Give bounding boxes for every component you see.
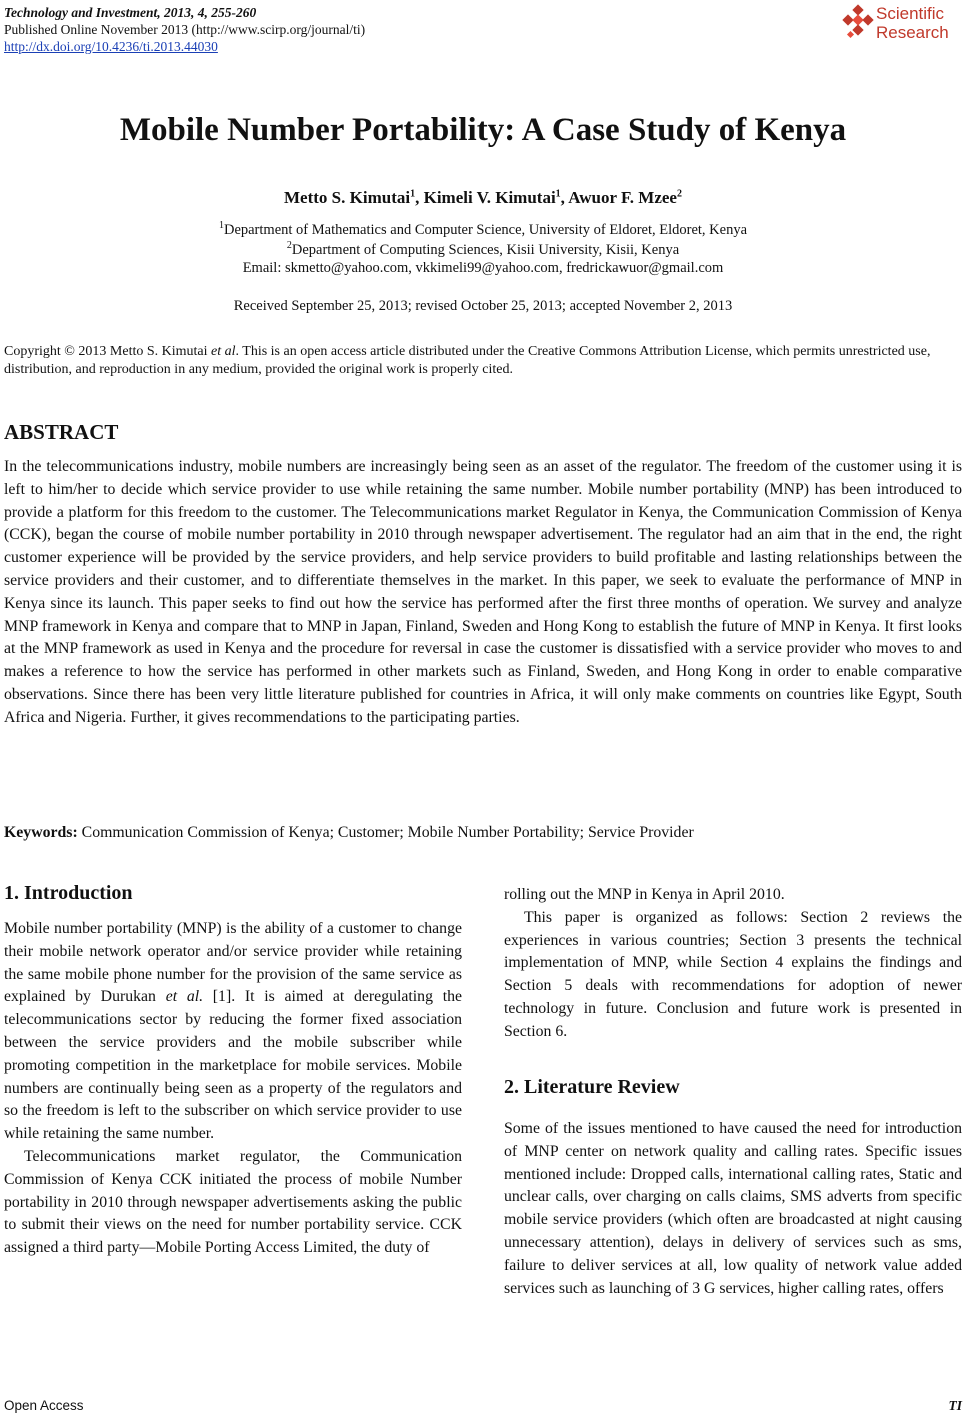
email-line: Email: skmetto@yahoo.com, vkkimeli99@yahoo.com, fredrickawuor@gmail.com xyxy=(242,260,724,276)
keywords: Keywords: Communication Commission of Kenya; Customer; Mobile Number Portability; Service Provider xyxy=(4,824,694,841)
publisher-logo xyxy=(840,4,960,44)
logo-mark-icon xyxy=(840,4,874,42)
journal-abbrev: TI xyxy=(948,1398,962,1413)
intro-paragraph-3: rolling out the MNP in Kenya in April 2010. xyxy=(504,886,785,903)
copyright-notice: Copyright © 2013 Metto S. Kimutai et al. This is an open access article distributed under the Creative Commons Attribution License, which permits unrestricted use, distribution, and reproduction in any medium, provided the original work is properly cited. xyxy=(4,344,931,377)
journal-header xyxy=(4,4,365,55)
section-2-heading: 2. Literature Review xyxy=(504,1076,680,1098)
page-footer xyxy=(4,1398,962,1414)
doi-link[interactable]: http://dx.doi.org/10.4236/ti.2013.44030 xyxy=(4,39,218,54)
intro-paragraph-1: Mobile number portability (MNP) is the ability of a customer to change their mobile network operator and/or service provider while retaining the same mobile phone number for the provision of the same service as explained by Durukan et al. [1]. It is aimed at deregulating the telecommunications sector by reducing the former fixed association between the service providers and the mobile subscriber while promoting competition in the marketplace for mobile services. Mobile numbers are continually being seen as a property of the regulators and so the freedom is left to the subscriber on which service provider to use while retaining the same number. xyxy=(4,920,463,1143)
author-list: Metto S. Kimutai$^1$, Kimeli V. Kimutai$^1$, Awuor F. Mzee$^2$ xyxy=(284,188,682,207)
logo-text: Scientific Research xyxy=(876,4,949,42)
literature-paragraph-1: Some of the issues mentioned to have caused the need for introduction of MNP center on network quality and calling rates. Specific issues mentioned include: Dropped calls, international calling rates, Static and unclear calls, over charging on calls claims, SMS adverts from specific mobile service providers (which often are broadcasted at night causing unnecessary attention), delays in delivery of services such as sms, failure to deliver services at all, low quality of network value added services such as launching of 3 G services, higher calling rates, offers xyxy=(504,1120,962,1297)
published-line: Published Online November 2013 (http://www.scirp.org/journal/ti) xyxy=(4,22,366,37)
intro-paragraph-2: Telecommunications market regulator, the Communication Commission of Kenya CCK initiated the process of mobile Number portability in 2010 through newspaper advertisements asking the public to submit their views on the need for number portability service. CCK assigned a third party—Mobile Porting Access Limited, the duty of xyxy=(4,1147,462,1257)
intro-paragraph-4: This paper is organized as follows: Section 2 reviews the experiences in various countries; Section 3 presents the technical implementation of MNP, while Section 4 explains the findings and Section 5 deals with recommendations for adoption of newer technology in future. Conclusion and future work is presented in Section 6. xyxy=(504,908,962,1040)
journal-name: Technology and Investment xyxy=(4,5,158,20)
paper-title: Mobile Number Portability: A Case Study of Kenya xyxy=(119,112,847,148)
received-dates: Received September 25, 2013; revised October 25, 2013; accepted November 2, 2013 xyxy=(233,298,733,314)
open-access-label: Open Access xyxy=(4,1398,84,1413)
abstract-text: In the telecommunications industry, mobile numbers are increasingly being seen as an asset of the regulator. The freedom of the customer using it is left to him/her to decide which service provider to use while retaining the same number. Mobile number portability (MNP) has been introduced to provide a platform for this freedom to the customer. The Telecommunications market Regulator in Kenya, the Communication Commission of Kenya (CCK), began the course of mobile number portability in 2010 through newspaper advertisement. The regulator had an aim that in the end, the right customer experience will be provided by the service providers, and help service providers to build profitable and lasting relationships between the service providers and their customer, and to differentiate themselves in the market. In this paper, we seek to evaluate the performance of MNP in Kenya since its launch. This paper seeks to find out how the service has performed after the first three months of operation. We survey and analyze MNP framework in Kenya and compare that to MNP in Japan, Finland, Sweden and Hong Kong to establish the future of MNP in Kenya. It first looks at the MNP framework as used in Kenya and the procedure for reversal in case the customer is dissatisfied with a service provider who moves to and makes a reference to how the service has performed in other markets such as Finland, Sweden, and Hong Kong in order to enable comparative observations. Since there has been very little literature published for countries in Africa, it will only make comments on countries like Egypt, South Africa and Nigeria. Further, it gives recommendations to the participating parties. xyxy=(4,458,962,726)
right-column xyxy=(504,884,962,1044)
volume-info: , 2013, 4, 255-260 xyxy=(157,5,257,20)
affiliation-2: $^2$Department of Computing Sciences, Kisii University, Kisii, Kenya xyxy=(286,240,680,258)
abstract-heading: ABSTRACT xyxy=(4,420,119,444)
affiliation-1: $^1$Department of Mathematics and Computer Science, University of Eldoret, Eldoret, Kenya xyxy=(218,220,748,238)
section-1-heading: 1. Introduction xyxy=(4,882,133,904)
left-column xyxy=(4,918,462,1260)
